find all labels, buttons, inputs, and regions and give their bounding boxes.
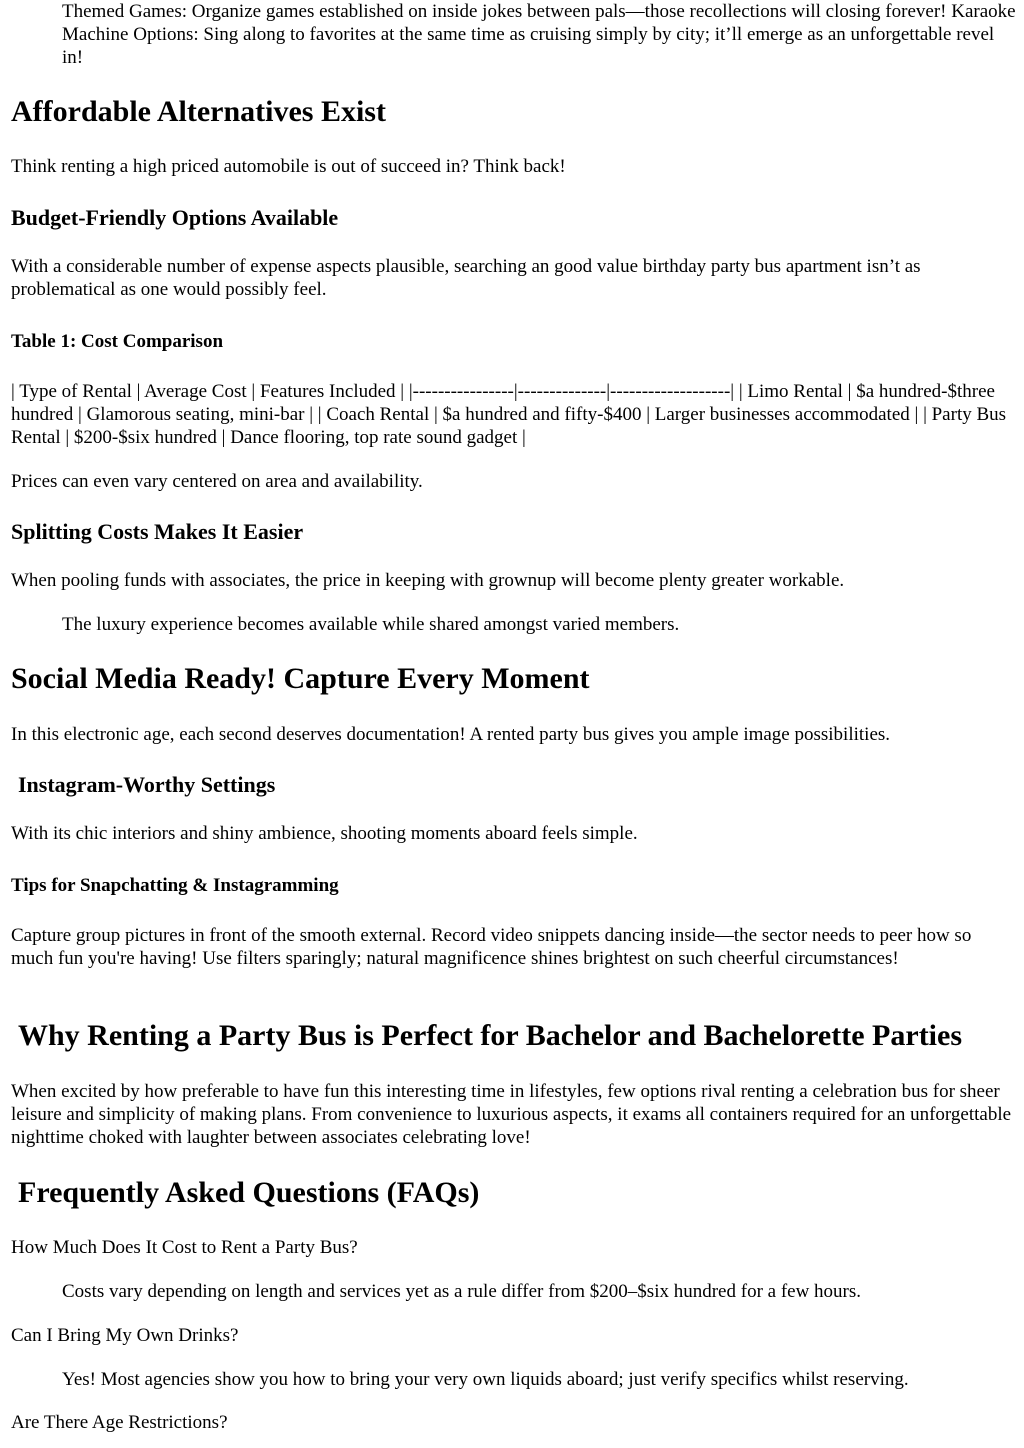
tips-text: Capture group pictures in front of the smooth external. Record video snippets dancing inside—the sector needs to peer how so much fun you're having! Use filters sparingly; natural magnificence shines brightest on such cheerful circumstances!: [11, 925, 972, 969]
splitting-heading: Splitting Costs Makes It Easier: [11, 519, 304, 544]
cost-comparison-table-text: | Type of Rental | Average Cost | Features Included | |----------------|--------------|-------------------| | Limo Rental | $a hundred-$three hundred | Glamorous seating, mini-bar | | Coach Rental | $a hundred and fifty-$400 | Larger businesses accommodated | | Party Bus Rental | $200-$six hundred | Dance flooring, top rate sound gadget |: [11, 381, 1007, 448]
splitting-blockquote: The luxury experience becomes available while shared amongst varied members.: [62, 614, 680, 635]
why-text: When excited by how preferable to have fun this interesting time in lifestyles, few options rival renting a celebration bus for sheer leisure and simplicity of making plans. From convenience to luxurious aspects, it exams all containers required for an unforgettable nighttime choked with laughter between associates celebrating love!: [11, 1081, 1012, 1148]
instagram-text: With its chic interiors and shiny ambience, shooting moments aboard feels simple.: [11, 823, 638, 844]
affordable-heading: Affordable Alternatives Exist: [11, 95, 386, 128]
prices-note: Prices can even vary centered on area and availability.: [11, 471, 423, 492]
social-heading: Social Media Ready! Capture Every Moment: [11, 662, 590, 695]
why-heading: Why Renting a Party Bus is Perfect for Bachelor and Bachelorette Parties: [18, 1019, 963, 1052]
budget-text: With a considerable number of expense aspects plausible, searching an good value birthday party bus apartment isn’t as problematical as one would possibly feel.: [11, 256, 921, 300]
faq-answer: Costs vary depending on length and services yet as a rule differ from $200–$six hundred for a few hours.: [62, 1281, 862, 1302]
intro-blockquote: Themed Games: Organize games established on inside jokes between pals—those recollections will closing forever! Karaoke Machine Options: Sing along to favorites at the same time as cruising simply by city; it’ll emerge as an unforgettable revel in!: [62, 1, 1016, 68]
social-intro: In this electronic age, each second deserves documentation! A rented party bus gives you ample image possibilities.: [11, 724, 891, 745]
budget-heading: Budget-Friendly Options Available: [11, 205, 339, 230]
faq-question: Can I Bring My Own Drinks?: [11, 1325, 239, 1346]
table-heading: Table 1: Cost Comparison: [11, 331, 224, 352]
splitting-text: When pooling funds with associates, the price in keeping with grownup will become plenty greater workable.: [11, 570, 845, 591]
faq-question: How Much Does It Cost to Rent a Party Bus?: [11, 1237, 358, 1258]
faq-heading: Frequently Asked Questions (FAQs): [18, 1176, 480, 1209]
tips-heading: Tips for Snapchatting & Instagramming: [11, 875, 339, 896]
faq-question: Are There Age Restrictions?: [11, 1412, 228, 1433]
instagram-heading: Instagram-Worthy Settings: [18, 772, 276, 797]
faq-answer: Yes! Most agencies show you how to bring your very own liquids aboard; just verify specifics whilst reserving.: [62, 1369, 909, 1390]
affordable-intro: Think renting a high priced automobile is out of succeed in? Think back!: [11, 156, 566, 177]
